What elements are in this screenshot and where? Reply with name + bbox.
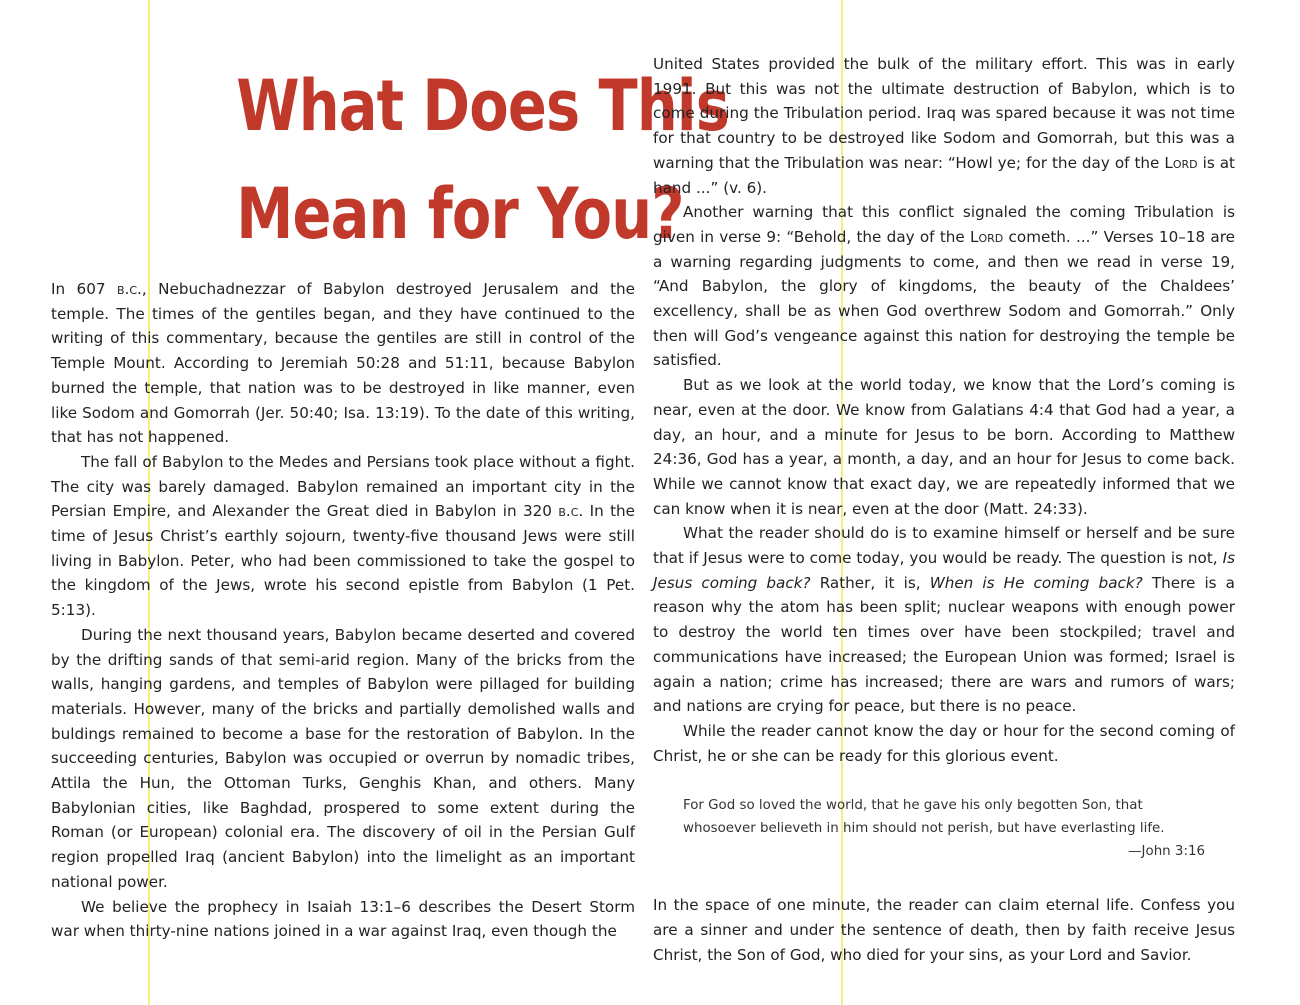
right-paragraph-1: United States provided the bulk of the military effort. This was in early 1991. But this was not the ultimate destruction of Babylon, which is to come during the Tribulation period. Iraq was spared because it was not time for that country to be destroyed like Sodom and Gomorrah, but this was a warning that the Tribulation was near: “Howl ye; for the day of the Lord is at hand ...” (v. 6). <box>653 55 1235 197</box>
question-italic-2: When is He coming back? <box>929 573 1143 592</box>
title-line-2: Mean for You? <box>236 173 684 255</box>
left-paragraph-3: During the next thousand years, Babylon became deserted and covered by the drifting sands of that semi-arid region. Many of the bricks from the walls, hanging gardens, and temples of Babylon were pillaged for building materials. However, many of the bricks and partially demolished walls and buldings remained to become a base for the restoration of Babylon. In the succeeding centuries, Babylon was occupied or overrun by nomadic tribes, Attila the Hun, the Ottoman Turks, Genghis Khan, and others. Many Babylonian cities, like Baghdad, prospered to some extent during the Roman (or European) colonial era. The discovery of oil in the Persian Gulf region propelled Iraq (ancient Babylon) into the limelight as an important national power. <box>51 625 635 891</box>
left-paragraph-1: In 607 b.c., Nebuchadnezzar of Babylon destroyed Jerusalem and the temple. The times of the gentiles began, and they have continued to the writing of this commentary, because the gentiles are still in control of the Temple Mount. According to Jeremiah 50:28 and 51:11, because Babylon burned the temple, that nation was to be destroyed in like manner, even like Sodom and Gomorrah (Jer. 50:40; Isa. 13:19). To the date of this writing, that has not happened. <box>51 280 636 447</box>
right-paragraph-3: But as we look at the world today, we know that the Lord’s coming is near, even at the door. We know from Galatians 4:4 that God had a year, a day, an hour, and a minute for Jesus to be born. According to Matthew 24:36, God has a year, a month, a day, and an hour for Jesus to come back. While we cannot know that exact day, we are repeatedly informed that we can know when it is near, even at the door (Matt. 24:33). <box>653 376 1235 518</box>
left-paragraph-4: We believe the prophecy in Isaiah 13:1–6 describes the Desert Storm war when thirty-nine nations joined in a war against Iraq, even though the <box>51 897 635 941</box>
lord-smallcaps: Lord <box>1164 153 1198 172</box>
right-column <box>653 52 1235 968</box>
question-italic-1: Is Jesus coming back? <box>653 549 1235 592</box>
era-abbrev: b.c. <box>558 502 584 521</box>
right-paragraph-4: What the reader should do is to examine himself or herself and be sure that if Jesus were to come today, you would be ready. The question is not, Is Jesus coming back? Rather, it is, When is He coming back? There is a reason why the atom has been split; nuclear weapons with enough power to destroy the world ten times over have been stockpiled; travel and communications have increased; the European Union was formed; Israel is again a nation; crime has increased; there are wars and rumors of wars; and nations are crying for peace, but there is no peace. <box>653 524 1235 716</box>
closing-paragraph: In the space of one minute, the reader can claim eternal life. Confess you are a sinner and under the sentence of death, then by faith receive Jesus Christ, the Son of God, who died for your sins, as your Lord and Savior. <box>653 896 1235 964</box>
quote-text: For God so loved the world, that he gave his only begotten Son, that whosoever believeth in him should not perish, but have everlasting life. <box>683 798 1165 837</box>
right-paragraph-5: While the reader cannot know the day or hour for the second coming of Christ, he or she can be ready for this glorious event. <box>653 721 1235 765</box>
lord-smallcaps: Lord <box>970 227 1004 246</box>
era-abbrev: b.c. <box>116 280 142 298</box>
page-title <box>236 52 730 268</box>
title-line-1: What Does This <box>236 65 730 147</box>
scripture-quote <box>653 794 1235 863</box>
right-paragraph-2: Another warning that this conflict signaled the coming Tribulation is given in verse 9: “Behold, the day of the Lord cometh. ...” Verses 10–18 are a warning regarding judgments to come, and then we read in verse 19, “And Babylon, the glory of kingdoms, the beauty of the Chaldees’ excellency, shall be as when God overthrew Sodom and Gomorrah.” Only then will God’s vengeance against this nation for destroying the temple be satisfied. <box>653 203 1235 370</box>
left-column <box>51 277 635 944</box>
quote-reference: —John 3:16 <box>1128 844 1205 860</box>
left-paragraph-2: The fall of Babylon to the Medes and Persians took place without a fight. The city was barely damaged. Babylon remained an important city in the Persian Empire, and Alexander the Great died in Babylon in 320 b.c. In the time of Jesus Christ’s earthly sojourn, twenty-five thousand Jews were still living in Babylon. Peter, who had been commissioned to take the gospel to the kingdom of the Jews, wrote his second epistle from Babylon (1 Pet. 5:13). <box>51 452 635 620</box>
